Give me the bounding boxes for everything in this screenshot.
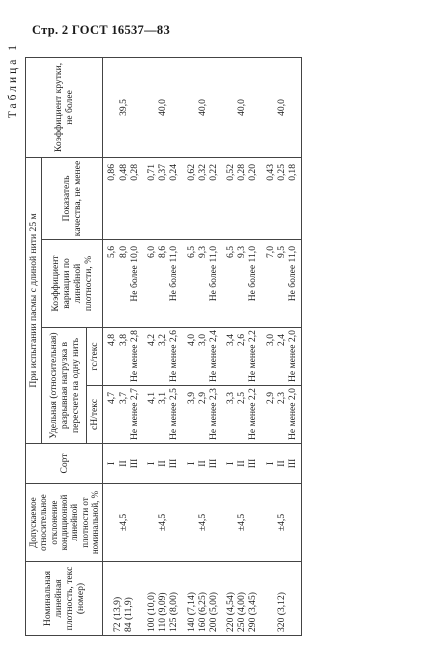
cell-quality: [222, 157, 262, 239]
quality-value: 0,28: [236, 163, 248, 181]
cell-nominal: [183, 562, 223, 636]
cell-grades: [183, 444, 223, 484]
variation-value: Не более 11,0: [287, 246, 299, 302]
cell-twist: 40,0: [222, 57, 262, 157]
gs-value: 3,8: [117, 334, 129, 346]
cn-value: 3,7: [117, 392, 129, 404]
cell-deviation: ±4,5: [262, 484, 302, 562]
quality-value: 0,22: [207, 163, 219, 181]
quality-value: 0,86: [106, 163, 118, 181]
col-grade-header: Сорт: [26, 444, 103, 484]
cell-twist: 39,5: [103, 57, 143, 157]
rotated-table-area: [3, 36, 444, 644]
gs-value: Не менее 2,4: [207, 330, 219, 382]
cell-nominal: [143, 562, 183, 636]
variation-value: 9,5: [275, 246, 287, 258]
gs-value: Не менее 2,2: [247, 330, 259, 382]
cell-deviation: ±4,5: [183, 484, 223, 562]
nominal-value: 160 (6,25): [196, 592, 208, 632]
variation-value: 5,6: [106, 246, 118, 258]
gs-value: 3,0: [196, 334, 208, 346]
nominal-value: 320 (3,12): [275, 592, 287, 632]
cn-value: 3,1: [157, 392, 169, 404]
variation-value: Не более 11,0: [168, 246, 180, 302]
cell-nominal: [262, 562, 302, 636]
rotated-page: [3, 36, 444, 644]
cn-value: 2,9: [264, 392, 276, 404]
cell-cn: [222, 386, 262, 444]
quality-value: 0,24: [168, 163, 180, 181]
cn-value: Не менее 2,7: [128, 388, 140, 440]
grades-value: I: [106, 461, 118, 466]
quality-value: 0,48: [117, 163, 129, 181]
table-row: [143, 57, 183, 635]
cell-deviation: ±4,5: [103, 484, 143, 562]
cell-grades: [222, 444, 262, 484]
gs-value: 4,2: [145, 334, 157, 346]
variation-value: 6,5: [185, 246, 197, 258]
cell-nominal: [103, 562, 143, 636]
nominal-value: 110 (9,09): [157, 592, 169, 632]
col-variation-header: Коэффициент вариации по линейной плотности, %: [42, 240, 103, 328]
gs-value: Не менее 2,0: [287, 330, 299, 382]
cn-value: 4,7: [106, 392, 118, 404]
table-row: [222, 57, 262, 635]
quality-value: 0,25: [275, 163, 287, 181]
grades-value: III: [128, 458, 140, 469]
col-quality-header: Показатель качества, не менее: [42, 157, 103, 239]
variation-value: 9,3: [196, 246, 208, 258]
cell-deviation: ±4,5: [222, 484, 262, 562]
col-nominal-header: Номинальная линейная плотность, текс (номер): [26, 562, 103, 636]
nominal-value: 100 (10,0): [145, 592, 157, 632]
grades-value: III: [168, 458, 180, 469]
cell-variation: [183, 240, 223, 328]
col-twist-header: Коэффициент крутки, не более: [26, 57, 103, 157]
variation-value: 8,6: [157, 246, 169, 258]
nominal-value: 290 (3,45): [247, 592, 259, 632]
page-header: Стр. 2 ГОСТ 16537—83: [32, 23, 170, 37]
cell-twist: 40,0: [262, 57, 302, 157]
cn-value: Не менее 2,2: [247, 388, 259, 440]
cn-value: 2,5: [236, 392, 248, 404]
unit-cn-header: сН/текс: [87, 386, 103, 444]
grades-value: I: [185, 461, 197, 466]
cn-value: 4,1: [145, 392, 157, 404]
cell-grades: [103, 444, 143, 484]
quality-value: 0,18: [287, 163, 299, 181]
gs-value: 2,4: [275, 334, 287, 346]
cell-grades: [262, 444, 302, 484]
quality-value: 0,62: [185, 163, 197, 181]
nominal-value: 72 (13,9): [112, 596, 123, 632]
nominal-value: 84 (11,9): [123, 597, 135, 632]
quality-value: 0,43: [264, 163, 276, 181]
variation-value: Не более 11,0: [207, 246, 219, 302]
cell-gs: [183, 328, 223, 386]
grades-value: II: [117, 460, 129, 467]
gs-value: 3,0: [264, 334, 276, 346]
nominal-value: 200 (5,00): [207, 592, 219, 632]
gs-value: Не менее 2,8: [128, 330, 140, 382]
grades-value: II: [275, 460, 287, 467]
gs-value: 3,2: [157, 334, 169, 346]
cell-cn: [262, 386, 302, 444]
cn-value: 3,9: [185, 392, 197, 404]
cell-grades: [143, 444, 183, 484]
table-row: [262, 57, 302, 635]
cell-quality: [143, 157, 183, 239]
cell-variation: [103, 240, 143, 328]
variation-value: 6,5: [225, 246, 237, 258]
cell-gs: [262, 328, 302, 386]
gs-value: Не менее 2,6: [168, 330, 180, 382]
cell-variation: [262, 240, 302, 328]
col-load-header: Удельная (относительная) разрывная нагрузка в пересчете на одну нить: [42, 328, 87, 444]
cell-gs: [103, 328, 143, 386]
variation-value: 7,0: [264, 246, 276, 258]
group-header: При испытании пасмы с длиной нити 25 м: [26, 157, 42, 443]
nominal-value: 220 (4,54): [225, 592, 237, 632]
gs-value: 4,0: [185, 334, 197, 346]
variation-value: Не более 10,0: [128, 246, 140, 302]
cn-value: 2,3: [275, 392, 287, 404]
gs-value: 2,6: [236, 334, 248, 346]
cell-cn: [183, 386, 223, 444]
unit-gs-header: гс/текс: [87, 328, 103, 386]
quality-value: 0,37: [157, 163, 169, 181]
table-row: [103, 57, 143, 635]
quality-value: 0,71: [145, 163, 157, 181]
grades-value: I: [264, 461, 276, 466]
gs-value: 4,8: [106, 334, 118, 346]
quality-value: 0,52: [225, 163, 237, 181]
quality-value: 0,20: [247, 163, 259, 181]
grades-value: II: [157, 460, 169, 467]
quality-value: 0,32: [196, 163, 208, 181]
table-row: [183, 57, 223, 635]
nominal-value: 250 (4,00): [236, 592, 248, 632]
cell-gs: [222, 328, 262, 386]
cell-quality: [183, 157, 223, 239]
variation-value: 8,0: [117, 246, 129, 258]
cell-quality: [262, 157, 302, 239]
nominal-value: 140 (7,14): [185, 592, 197, 632]
col-deviation-header: Допускаемое относительное отклонение кондиционной линейной плотности от номинальной, %: [26, 484, 103, 562]
table-caption: Таблица 1: [7, 42, 19, 119]
cell-nominal: [222, 562, 262, 636]
grades-value: I: [225, 461, 237, 466]
cn-value: 3,3: [225, 392, 237, 404]
grades-value: III: [207, 458, 219, 469]
cell-quality: [103, 157, 143, 239]
cell-variation: [143, 240, 183, 328]
cell-cn: [143, 386, 183, 444]
cell-deviation: ±4,5: [143, 484, 183, 562]
cn-value: Не менее 2,0: [287, 388, 299, 440]
cell-variation: [222, 240, 262, 328]
cell-twist: 40,0: [143, 57, 183, 157]
grades-value: III: [287, 458, 299, 469]
variation-value: 6,0: [145, 246, 157, 258]
cn-value: Не менее 2,5: [168, 388, 180, 440]
cell-twist: 40,0: [183, 57, 223, 157]
variation-value: 9,3: [236, 246, 248, 258]
grades-value: III: [247, 458, 259, 469]
properties-table: [25, 57, 302, 636]
grades-value: I: [145, 461, 157, 466]
cn-value: Не менее 2,3: [207, 388, 219, 440]
grades-value: II: [196, 460, 208, 467]
cn-value: 2,9: [196, 392, 208, 404]
cell-gs: [143, 328, 183, 386]
gs-value: 3,4: [225, 334, 237, 346]
grades-value: II: [236, 460, 248, 467]
variation-value: Не более 11,0: [247, 246, 259, 302]
quality-value: 0,28: [128, 163, 140, 181]
cell-cn: [103, 386, 143, 444]
nominal-value: 125 (8,00): [168, 592, 180, 632]
